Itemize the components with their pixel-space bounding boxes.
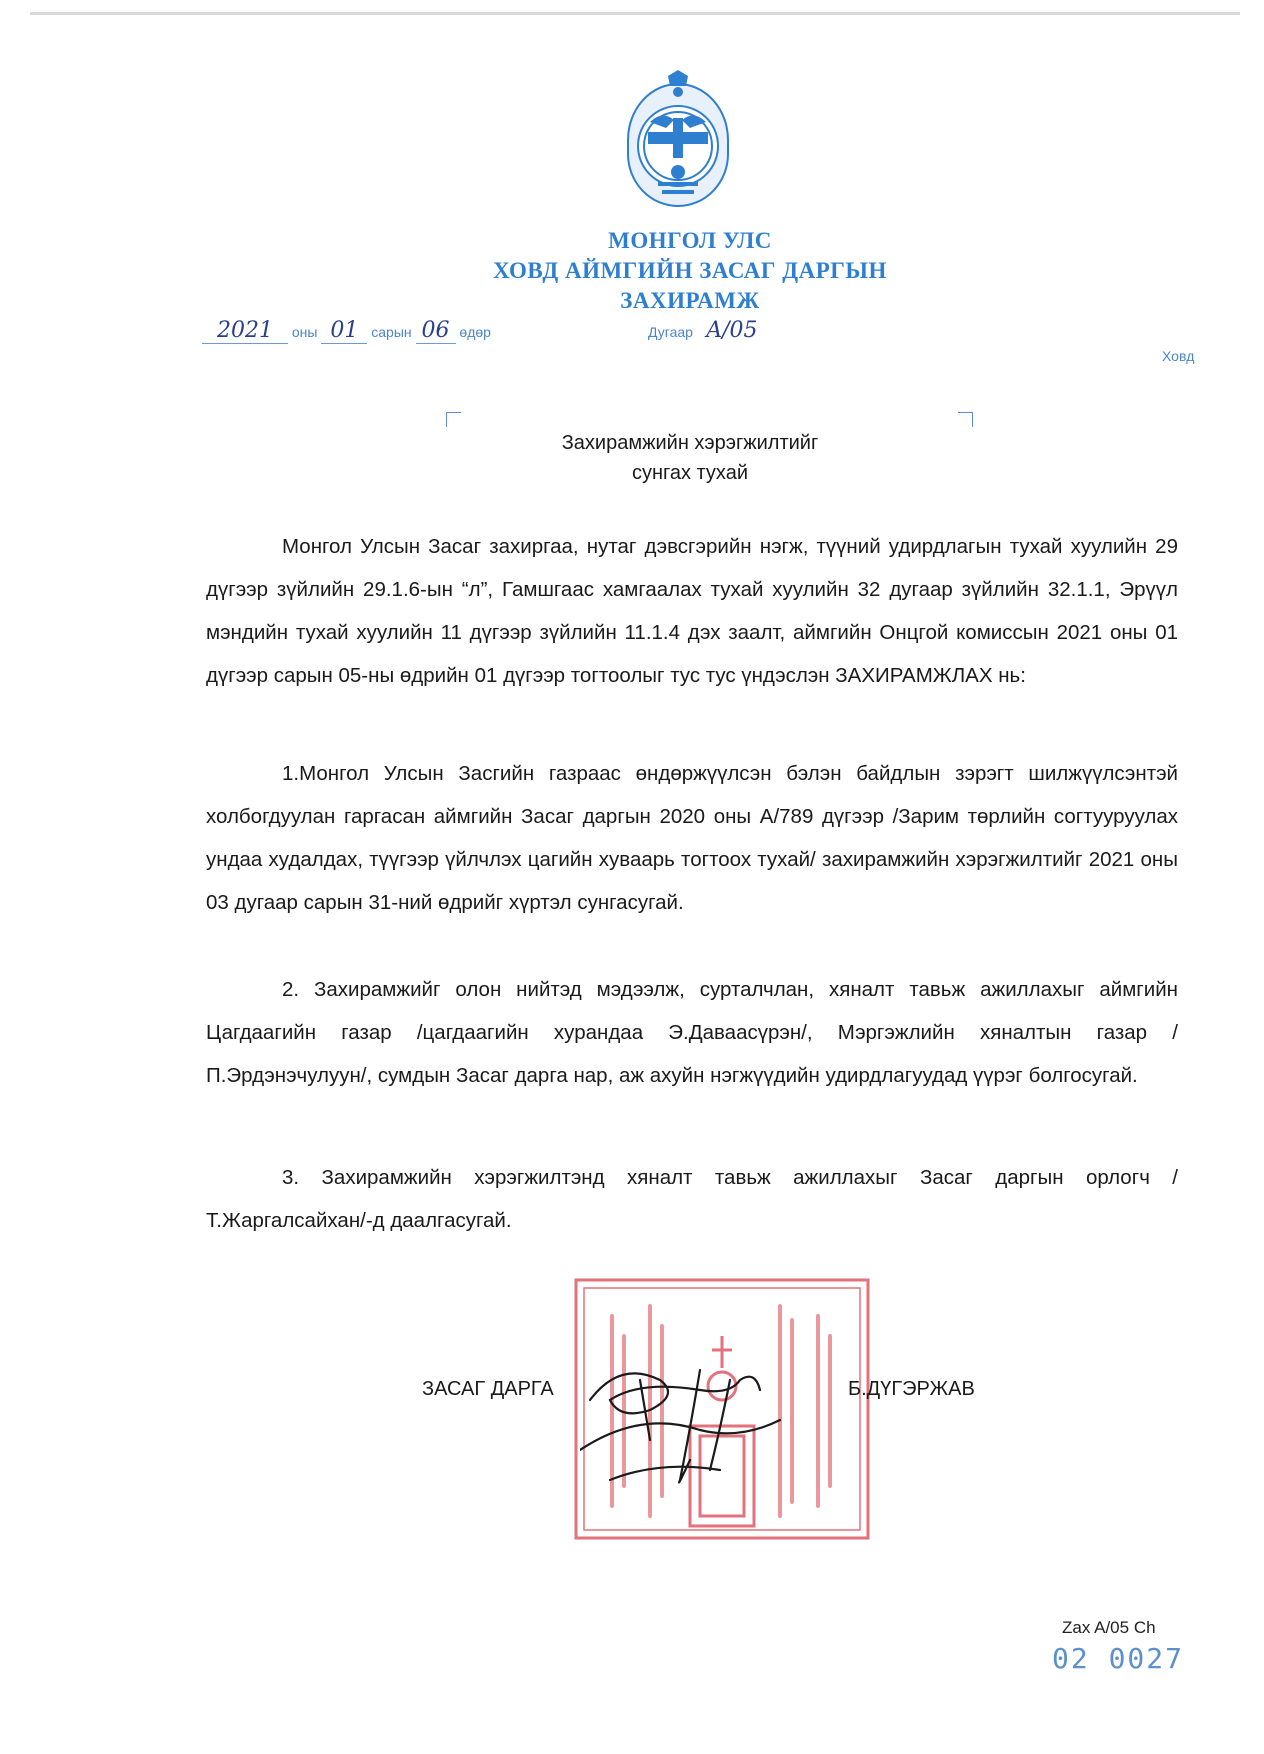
footer-number: 02 0027 xyxy=(1052,1642,1185,1675)
header-authority: ХОВД АЙМГИЙН ЗАСАГ ДАРГЫН xyxy=(493,258,887,283)
signatory-title: ЗАСАГ ДАРГА xyxy=(422,1378,554,1400)
subject-bracket-left xyxy=(446,412,461,427)
preamble-text: Монгол Улсын Засаг захиргаа, нутаг дэвсгэрийн нэгж, түүний удирдлагын тухай хуулийн 29 дүгээр зүйлийн 29.1.6-ын “л”, Гамшгаас хамгаалах тухай хуулийн 32 дугаар зүйлийн 32.1.1, Эрүүл мэндийн тухай хуулийн 11 дүгээр зүйлийн 11.1.4 дэх заалт, аймгийн Онцгой комиссын 2021 оны 01 дүгээр сарын 05-ны өдрийн 01 дүгээр тогтоолыг тус тус үндэслэн ЗАХИРАМЖЛАХ нь: xyxy=(206,535,1178,687)
number-line xyxy=(648,318,767,343)
header-doc-type: ЗАХИРАМЖ xyxy=(620,288,760,313)
subject-line-2: сунгах тухай xyxy=(631,462,749,484)
document-subject xyxy=(450,428,930,488)
date-line xyxy=(202,318,491,344)
scan-edge xyxy=(30,12,1240,15)
date-month-label: сарын xyxy=(371,324,412,340)
handwritten-signature xyxy=(580,1340,800,1500)
body-item-3 xyxy=(206,1156,1178,1242)
subject-bracket-right xyxy=(958,412,973,427)
date-day-label: өдөр xyxy=(459,324,491,340)
body-preamble xyxy=(206,525,1178,697)
date-day: 06 xyxy=(416,318,456,344)
document-header xyxy=(380,226,1000,316)
body-item-1 xyxy=(206,752,1178,924)
date-year: 2021 xyxy=(202,318,288,344)
item-2-text: 2. Захирамжийг олон нийтэд мэдээлж, сурталчлан, хяналт тавьж ажиллахыг аймгийн Цагдаагийн газар /цагдаагийн хурандаа Э.Даваасүрэн/, Мэргэжлийн хяналтын газар /П.Эрдэнэчулуун/, сумдын Засаг дарга нар, аж ахуйн нэгжүүдийн удирдлагуудад үүрэг болгосугай. xyxy=(206,978,1178,1087)
item-1-text: 1.Монгол Улсын Засгийн газраас өндөржүүлсэн бэлэн байдлын зэрэгт шилжүүлсэнтэй холбогдуулан гаргасан аймгийн Засаг даргын 2020 оны А/789 дүгээр /Зарим төрлийн согтууруулах ундаа худалдах, түүгээр үйлчлэх цагийн хуваарь тогтоох тухай/ захирамжийн хэрэгжилтийг 2021 оны 03 дугаар сарын 31-ний өдрийг хүртэл сунгасугай. xyxy=(206,762,1178,914)
number-label: Дугаар xyxy=(648,324,693,340)
document-number: A/05 xyxy=(706,318,758,343)
place-label: Ховд xyxy=(1162,348,1195,364)
state-emblem-icon xyxy=(618,70,738,210)
header-country: МОНГОЛ УЛС xyxy=(608,228,772,253)
footer-code: Zax A/05 Ch xyxy=(1062,1618,1156,1637)
subject-line-1: Захирамжийн хэрэгжилтийг xyxy=(561,432,819,454)
signatory-name: Б.ДҮГЭРЖАВ xyxy=(848,1378,975,1400)
date-month: 01 xyxy=(321,318,367,344)
body-item-2 xyxy=(206,968,1178,1097)
date-year-label: оны xyxy=(291,324,318,340)
item-3-text: 3. Захирамжийн хэрэгжилтэнд хяналт тавьж ажиллахыг Засаг даргын орлогч /Т.Жаргалсайхан/-д даалгасугай. xyxy=(206,1166,1178,1232)
